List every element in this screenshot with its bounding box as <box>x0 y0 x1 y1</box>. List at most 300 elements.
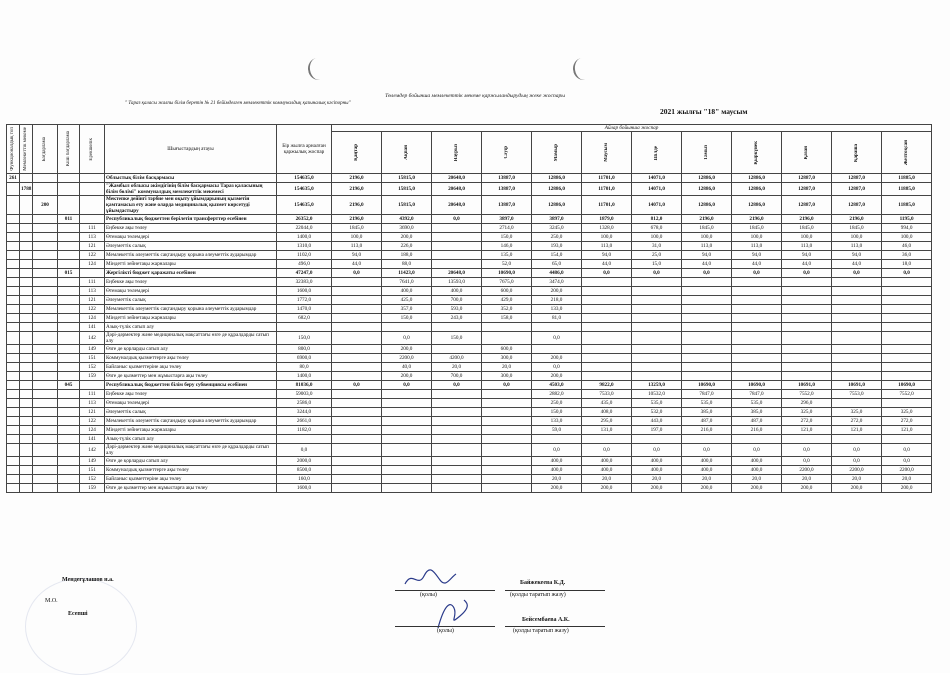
cell-month-value: 113,0 <box>582 242 632 251</box>
cell-total: 26352,0 <box>277 215 332 224</box>
cell-c4 <box>58 435 80 444</box>
cell-month-value: 2200,0 <box>882 466 932 475</box>
cell-month-value: 0,0 <box>882 269 932 278</box>
cell-c3 <box>33 314 58 323</box>
cell-month-value: 113,0 <box>682 242 732 251</box>
cell-name: Міндетті зейнетақы жарналары <box>105 260 277 269</box>
cell-total: 3244,0 <box>277 408 332 417</box>
cell-month-value: 2196,0 <box>832 215 882 224</box>
table-row <box>7 408 932 417</box>
cell-c3 <box>33 260 58 269</box>
table-row <box>7 260 932 269</box>
cell-month-value: 0,0 <box>582 444 632 457</box>
cell-c5 <box>80 381 105 390</box>
cell-month-value: 1879,0 <box>582 215 632 224</box>
cell-month-value <box>332 444 382 457</box>
cell-month-value: 13887,0 <box>482 174 532 183</box>
cell-month-value: 15815,0 <box>382 196 432 215</box>
cell-month-value: 12887,0 <box>832 196 882 215</box>
cell-month-value: 44,0 <box>582 260 632 269</box>
cell-c4 <box>58 196 80 215</box>
cell-month-value: 100,0 <box>582 233 632 242</box>
cell-month-value: 36,0 <box>882 251 932 260</box>
table-row <box>7 444 932 457</box>
cell-month-value <box>332 417 382 426</box>
cell-month-value: 20,0 <box>782 475 832 484</box>
cell-c3 <box>33 399 58 408</box>
cell-month-value: 400,0 <box>582 457 632 466</box>
cell-month-value: 12887,0 <box>832 183 882 196</box>
cell-month-value <box>332 399 382 408</box>
cell-month-value <box>882 278 932 287</box>
cell-month-value: 3245,0 <box>532 224 582 233</box>
cell-c5: 151 <box>80 466 105 475</box>
signature-line <box>395 626 495 627</box>
cell-month-value <box>432 426 482 435</box>
cell-month-value <box>432 444 482 457</box>
cell-month-value: 20,0 <box>582 475 632 484</box>
cell-c3 <box>33 466 58 475</box>
cell-name: Коммуналдық қызметтерге ақы төлеу <box>105 354 277 363</box>
cell-c2 <box>20 278 33 287</box>
cell-c3 <box>33 215 58 224</box>
cell-c4 <box>58 296 80 305</box>
cell-total: 6900,0 <box>277 354 332 363</box>
cell-c2 <box>20 457 33 466</box>
cell-month-value <box>782 372 832 381</box>
cell-month-value: 113,0 <box>332 242 382 251</box>
cell-month-value <box>882 372 932 381</box>
cell-month-value: 150,0 <box>482 233 532 242</box>
cell-month-value: 0,0 <box>832 457 882 466</box>
cell-month-value: 94,0 <box>832 251 882 260</box>
cell-c5: 121 <box>80 408 105 417</box>
cell-month-value: 44,0 <box>832 260 882 269</box>
cell-month-value: 14071,0 <box>632 183 682 196</box>
cell-month-value: 65,0 <box>532 260 582 269</box>
cell-month-value <box>832 305 882 314</box>
col-header-month <box>832 132 882 174</box>
cell-month-value: 10690,0 <box>732 381 782 390</box>
cell-month-value: 272,0 <box>882 417 932 426</box>
cell-month-value: 146,0 <box>482 242 532 251</box>
cell-c2 <box>20 314 33 323</box>
cell-month-value <box>482 444 532 457</box>
cell-month-value: 121,0 <box>832 426 882 435</box>
cell-month-value <box>482 332 532 345</box>
col-header-month <box>382 132 432 174</box>
cell-c1 <box>7 314 20 323</box>
cell-c1 <box>7 457 20 466</box>
cell-month-value: 11701,0 <box>582 174 632 183</box>
cell-month-value: 994,0 <box>882 224 932 233</box>
cell-month-value <box>832 363 882 372</box>
cell-c3 <box>33 345 58 354</box>
cell-name: Азық-түлік сатып алу <box>105 435 277 444</box>
cell-c3 <box>33 417 58 426</box>
table-row <box>7 354 932 363</box>
cell-month-value <box>782 332 832 345</box>
cell-month-value <box>682 345 732 354</box>
cell-month-value: 20,0 <box>732 475 782 484</box>
cell-month-value: 7641,0 <box>382 278 432 287</box>
cell-month-value <box>432 435 482 444</box>
cell-month-value: 20,0 <box>532 475 582 484</box>
cell-name: Мектепке дейінгі тәрбие мен оқыту ұйымдарының қызметін қамтамасыз ету және оларда медициналық қызмет көрсетуді ұйымдастыру <box>105 196 277 215</box>
cell-month-value <box>482 390 532 399</box>
cell-c3 <box>33 174 58 183</box>
cell-c1 <box>7 332 20 345</box>
cell-c1 <box>7 183 20 196</box>
cell-month-value: 2196,0 <box>332 215 382 224</box>
cell-total: 1772,0 <box>277 296 332 305</box>
col-header-month <box>482 132 532 174</box>
cell-month-value <box>332 278 382 287</box>
cell-c5: 113 <box>80 399 105 408</box>
table-row <box>7 390 932 399</box>
col-header-month <box>682 132 732 174</box>
cell-month-value: 121,0 <box>782 426 832 435</box>
cell-c2 <box>20 224 33 233</box>
cell-month-value: 46,0 <box>882 242 932 251</box>
cell-month-value: 100,0 <box>782 233 832 242</box>
cell-c2 <box>20 444 33 457</box>
cell-month-value: 325,0 <box>782 408 832 417</box>
cell-month-value <box>782 278 832 287</box>
cell-month-value: 4503,0 <box>532 381 582 390</box>
cell-c1 <box>7 287 20 296</box>
cell-month-value: 400,0 <box>582 466 632 475</box>
cell-month-value <box>632 435 682 444</box>
cell-month-value: 20648,0 <box>432 174 482 183</box>
cell-total: 1102,0 <box>277 251 332 260</box>
cell-month-value: 1845,0 <box>682 224 732 233</box>
month-label: Сәуір <box>503 146 509 159</box>
cell-month-value <box>582 435 632 444</box>
signature-line <box>505 590 605 591</box>
cell-month-value <box>732 305 782 314</box>
table-row <box>7 269 932 278</box>
cell-total: 800,0 <box>277 345 332 354</box>
cell-c5: 122 <box>80 417 105 426</box>
cell-month-value <box>482 323 532 332</box>
cell-total: 1400,0 <box>277 233 332 242</box>
cell-month-value <box>682 287 732 296</box>
cell-month-value: 2196,0 <box>332 183 382 196</box>
cell-name: Мемлекеттік әлеуметтік сақтандыру қорына әлеуметтік аударымдар <box>105 251 277 260</box>
cell-month-value: 0,0 <box>732 444 782 457</box>
signer-1-name: Байжекеева К.Д. <box>520 580 566 586</box>
cell-c5 <box>80 183 105 196</box>
cell-c1 <box>7 345 20 354</box>
cell-c4 <box>58 390 80 399</box>
cell-name: Облыстық білім басқармасы <box>105 174 277 183</box>
cell-month-value <box>332 372 382 381</box>
cell-month-value: 113,0 <box>732 242 782 251</box>
cell-c1 <box>7 296 20 305</box>
cell-c5: 152 <box>80 363 105 372</box>
cell-name: Республикалық бюджеттен білім беру субвенциясы есебінен <box>105 381 277 390</box>
cell-month-value <box>432 345 482 354</box>
cell-month-value <box>432 457 482 466</box>
cell-c1 <box>7 381 20 390</box>
col-header-month <box>532 132 582 174</box>
cell-month-value <box>382 466 432 475</box>
cell-c5: 152 <box>80 475 105 484</box>
cell-month-value <box>332 287 382 296</box>
cell-c1 <box>7 323 20 332</box>
cell-month-value: 44,0 <box>782 260 832 269</box>
month-label: Қараша <box>853 143 859 162</box>
cell-month-value <box>382 426 432 435</box>
cell-name: Коммуналдық қызметтерге ақы төлеу <box>105 466 277 475</box>
cell-month-value <box>882 363 932 372</box>
cell-name: Еңбекке ақы төлеу <box>105 224 277 233</box>
cell-c3 <box>33 381 58 390</box>
cell-month-value: 200,0 <box>732 484 782 493</box>
footer-mp: М.О. <box>45 598 58 604</box>
cell-name: Әлеуметтік салық <box>105 242 277 251</box>
cell-c2 <box>20 435 33 444</box>
cell-month-value: 10690,0 <box>482 269 532 278</box>
cell-total: 1600,0 <box>277 484 332 493</box>
cell-month-value: 300,0 <box>482 354 532 363</box>
month-label: Қаңтар <box>353 144 359 162</box>
cell-c4 <box>58 233 80 242</box>
col-header-subprogram: Кіші бағдарлама <box>65 131 71 167</box>
cell-month-value: 150,0 <box>432 332 482 345</box>
cell-c2 <box>20 417 33 426</box>
cell-month-value: 14071,0 <box>632 196 682 215</box>
cell-month-value: 100,0 <box>632 233 682 242</box>
cell-month-value <box>332 475 382 484</box>
cell-c5: 124 <box>80 260 105 269</box>
official-seal <box>25 578 137 675</box>
cell-name: Байланыс қызметтеріне ақы төлеу <box>105 363 277 372</box>
cell-total: 0,0 <box>277 444 332 457</box>
cell-c5: 141 <box>80 435 105 444</box>
table-row <box>7 305 932 314</box>
cell-month-value: 10691,0 <box>782 381 832 390</box>
cell-total: 81036,0 <box>277 381 332 390</box>
cell-c2 <box>20 475 33 484</box>
col-header-name: Шығыстардың атауы <box>105 125 277 174</box>
cell-month-value: 300,0 <box>482 372 532 381</box>
cell-month-value: 11701,0 <box>582 183 632 196</box>
cell-c4 <box>58 332 80 345</box>
cell-c4: 045 <box>58 381 80 390</box>
cell-name: Мемлекеттік әлеуметтік сақтандыру қорына әлеуметтік аударымдар <box>105 417 277 426</box>
cell-month-value: 400,0 <box>682 457 732 466</box>
cell-month-value: 296,0 <box>782 399 832 408</box>
cell-month-value <box>382 399 432 408</box>
cell-month-value: 7552,0 <box>882 390 932 399</box>
cell-c3 <box>33 484 58 493</box>
cell-month-value: 0,0 <box>432 215 482 224</box>
cell-c2 <box>20 390 33 399</box>
cell-month-value: 131,0 <box>582 426 632 435</box>
cell-total: 22044,0 <box>277 224 332 233</box>
cell-month-value <box>332 390 382 399</box>
cell-c2 <box>20 242 33 251</box>
cell-month-value: 20,0 <box>832 475 882 484</box>
cell-c4 <box>58 251 80 260</box>
cell-c1 <box>7 417 20 426</box>
cell-month-value <box>682 296 732 305</box>
cell-name: Өтемақы төлемдері <box>105 287 277 296</box>
cell-c1 <box>7 390 20 399</box>
cell-month-value <box>632 345 682 354</box>
cell-month-value <box>582 354 632 363</box>
cell-month-value: 0,0 <box>682 269 732 278</box>
cell-month-value <box>482 408 532 417</box>
cell-c1 <box>7 408 20 417</box>
cell-month-value: 0,0 <box>532 363 582 372</box>
cell-c5: 124 <box>80 314 105 323</box>
cell-month-value <box>732 314 782 323</box>
cell-month-value <box>732 354 782 363</box>
cell-month-value: 133,0 <box>532 417 582 426</box>
cell-month-value: 2196,0 <box>782 215 832 224</box>
cell-month-value: 593,0 <box>432 305 482 314</box>
cell-month-value <box>632 314 682 323</box>
cell-month-value: 20648,0 <box>432 196 482 215</box>
cell-c3 <box>33 287 58 296</box>
cell-month-value: 20,0 <box>482 363 532 372</box>
table-row <box>7 251 932 260</box>
cell-c3 <box>33 372 58 381</box>
cell-month-value <box>682 278 732 287</box>
cell-month-value: 0,0 <box>632 269 682 278</box>
cell-month-value: 400,0 <box>432 287 482 296</box>
cell-month-value <box>332 466 382 475</box>
cell-c2 <box>20 372 33 381</box>
cell-month-value <box>332 457 382 466</box>
cell-month-value: 200,0 <box>532 372 582 381</box>
cell-month-value <box>432 408 482 417</box>
cell-c3 <box>33 332 58 345</box>
cell-total: 154635,0 <box>277 196 332 215</box>
cell-month-value: 0,0 <box>382 332 432 345</box>
cell-month-value <box>382 457 432 466</box>
cell-month-value: 15815,0 <box>382 183 432 196</box>
cell-month-value: 113,0 <box>782 242 832 251</box>
cell-month-value: 200,0 <box>632 484 682 493</box>
cell-c2 <box>20 363 33 372</box>
cell-c1 <box>7 372 20 381</box>
cell-total: 154635,0 <box>277 174 332 183</box>
cell-month-value: 250,0 <box>532 233 582 242</box>
cell-month-value: 113,0 <box>832 242 882 251</box>
cell-month-value: 0,0 <box>882 457 932 466</box>
cell-total: 1600,0 <box>277 287 332 296</box>
col-header-month <box>782 132 832 174</box>
cell-month-value: 2196,0 <box>732 215 782 224</box>
cell-c5 <box>80 174 105 183</box>
cell-month-value <box>832 399 882 408</box>
cell-month-value: 13887,0 <box>482 183 532 196</box>
cell-month-value: 154,0 <box>532 251 582 260</box>
cell-month-value <box>582 287 632 296</box>
cell-month-value: 1845,0 <box>732 224 782 233</box>
cell-c3 <box>33 426 58 435</box>
cell-month-value: 0,0 <box>632 444 682 457</box>
cell-month-value: 200,0 <box>782 484 832 493</box>
cell-month-value: 13593,0 <box>432 278 482 287</box>
cell-name: Республикалық бюджеттен берілетін трансферттер есебінен <box>105 215 277 224</box>
cell-month-value <box>832 296 882 305</box>
cell-c5: 124 <box>80 426 105 435</box>
cell-name: "Жамбыл облысы әкімдігінің білім басқармасы Тараз қаласының білім бөлімі" коммуналдық мемлекеттік мекемесі <box>105 183 277 196</box>
cell-month-value: 295,0 <box>582 417 632 426</box>
col-header-month <box>882 132 932 174</box>
cell-month-value: 272,0 <box>832 417 882 426</box>
month-label: Қыркүйек <box>753 140 759 165</box>
cell-month-value: 243,0 <box>432 314 482 323</box>
table-row <box>7 296 932 305</box>
cell-c4 <box>58 305 80 314</box>
cell-total: 2586,0 <box>277 399 332 408</box>
cell-month-value: 20648,0 <box>432 183 482 196</box>
cell-month-value <box>482 484 532 493</box>
cell-month-value <box>382 323 432 332</box>
institution-name: " Тарaз қаласы жалпы білім беретін № 21 бейімделген мемлекеттік коммуналдық қазыналық кәсіпорны" <box>125 101 351 106</box>
table-row <box>7 484 932 493</box>
cell-month-value <box>382 475 432 484</box>
cell-month-value: 13887,0 <box>482 196 532 215</box>
cell-month-value: 325,0 <box>882 408 932 417</box>
cell-month-value <box>682 305 732 314</box>
cell-month-value <box>882 332 932 345</box>
cell-c5: 142 <box>80 332 105 345</box>
cell-month-value <box>632 287 682 296</box>
cell-month-value <box>382 417 432 426</box>
cell-month-value: 0,0 <box>432 381 482 390</box>
cell-month-value <box>332 426 382 435</box>
cell-month-value <box>582 345 632 354</box>
cell-month-value <box>682 363 732 372</box>
cell-total: 1400,0 <box>277 372 332 381</box>
cell-month-value: 0,0 <box>782 269 832 278</box>
signer-1-caption-right: (қолды таратып жазу) <box>510 592 566 598</box>
cell-c1 <box>7 399 20 408</box>
cell-c4 <box>58 457 80 466</box>
cell-c1 <box>7 475 20 484</box>
cell-c4: 011 <box>58 215 80 224</box>
cell-month-value: 11701,0 <box>582 196 632 215</box>
month-label: Шілде <box>653 145 659 160</box>
table-row <box>7 287 932 296</box>
cell-c5: 142 <box>80 444 105 457</box>
cell-month-value: 11423,0 <box>382 269 432 278</box>
cell-month-value: 385,0 <box>682 408 732 417</box>
cell-month-value: 2200,0 <box>382 354 432 363</box>
cell-month-value <box>482 466 532 475</box>
cell-month-value: 700,0 <box>432 372 482 381</box>
cell-month-value <box>782 323 832 332</box>
cell-c2 <box>20 323 33 332</box>
cell-month-value: 10532,0 <box>632 390 682 399</box>
cell-month-value: 4392,0 <box>382 215 432 224</box>
cell-month-value: 200,0 <box>382 372 432 381</box>
cell-month-value <box>632 332 682 345</box>
cell-total: 59003,0 <box>277 390 332 399</box>
cell-name: Дәрі-дәрмектер және медициналық мақсаттағы өзге де құралдарды сатып алу <box>105 444 277 457</box>
cell-month-value <box>732 323 782 332</box>
cell-month-value <box>682 314 732 323</box>
cell-month-value: 2196,0 <box>682 215 732 224</box>
cell-month-value: 0,0 <box>782 457 832 466</box>
